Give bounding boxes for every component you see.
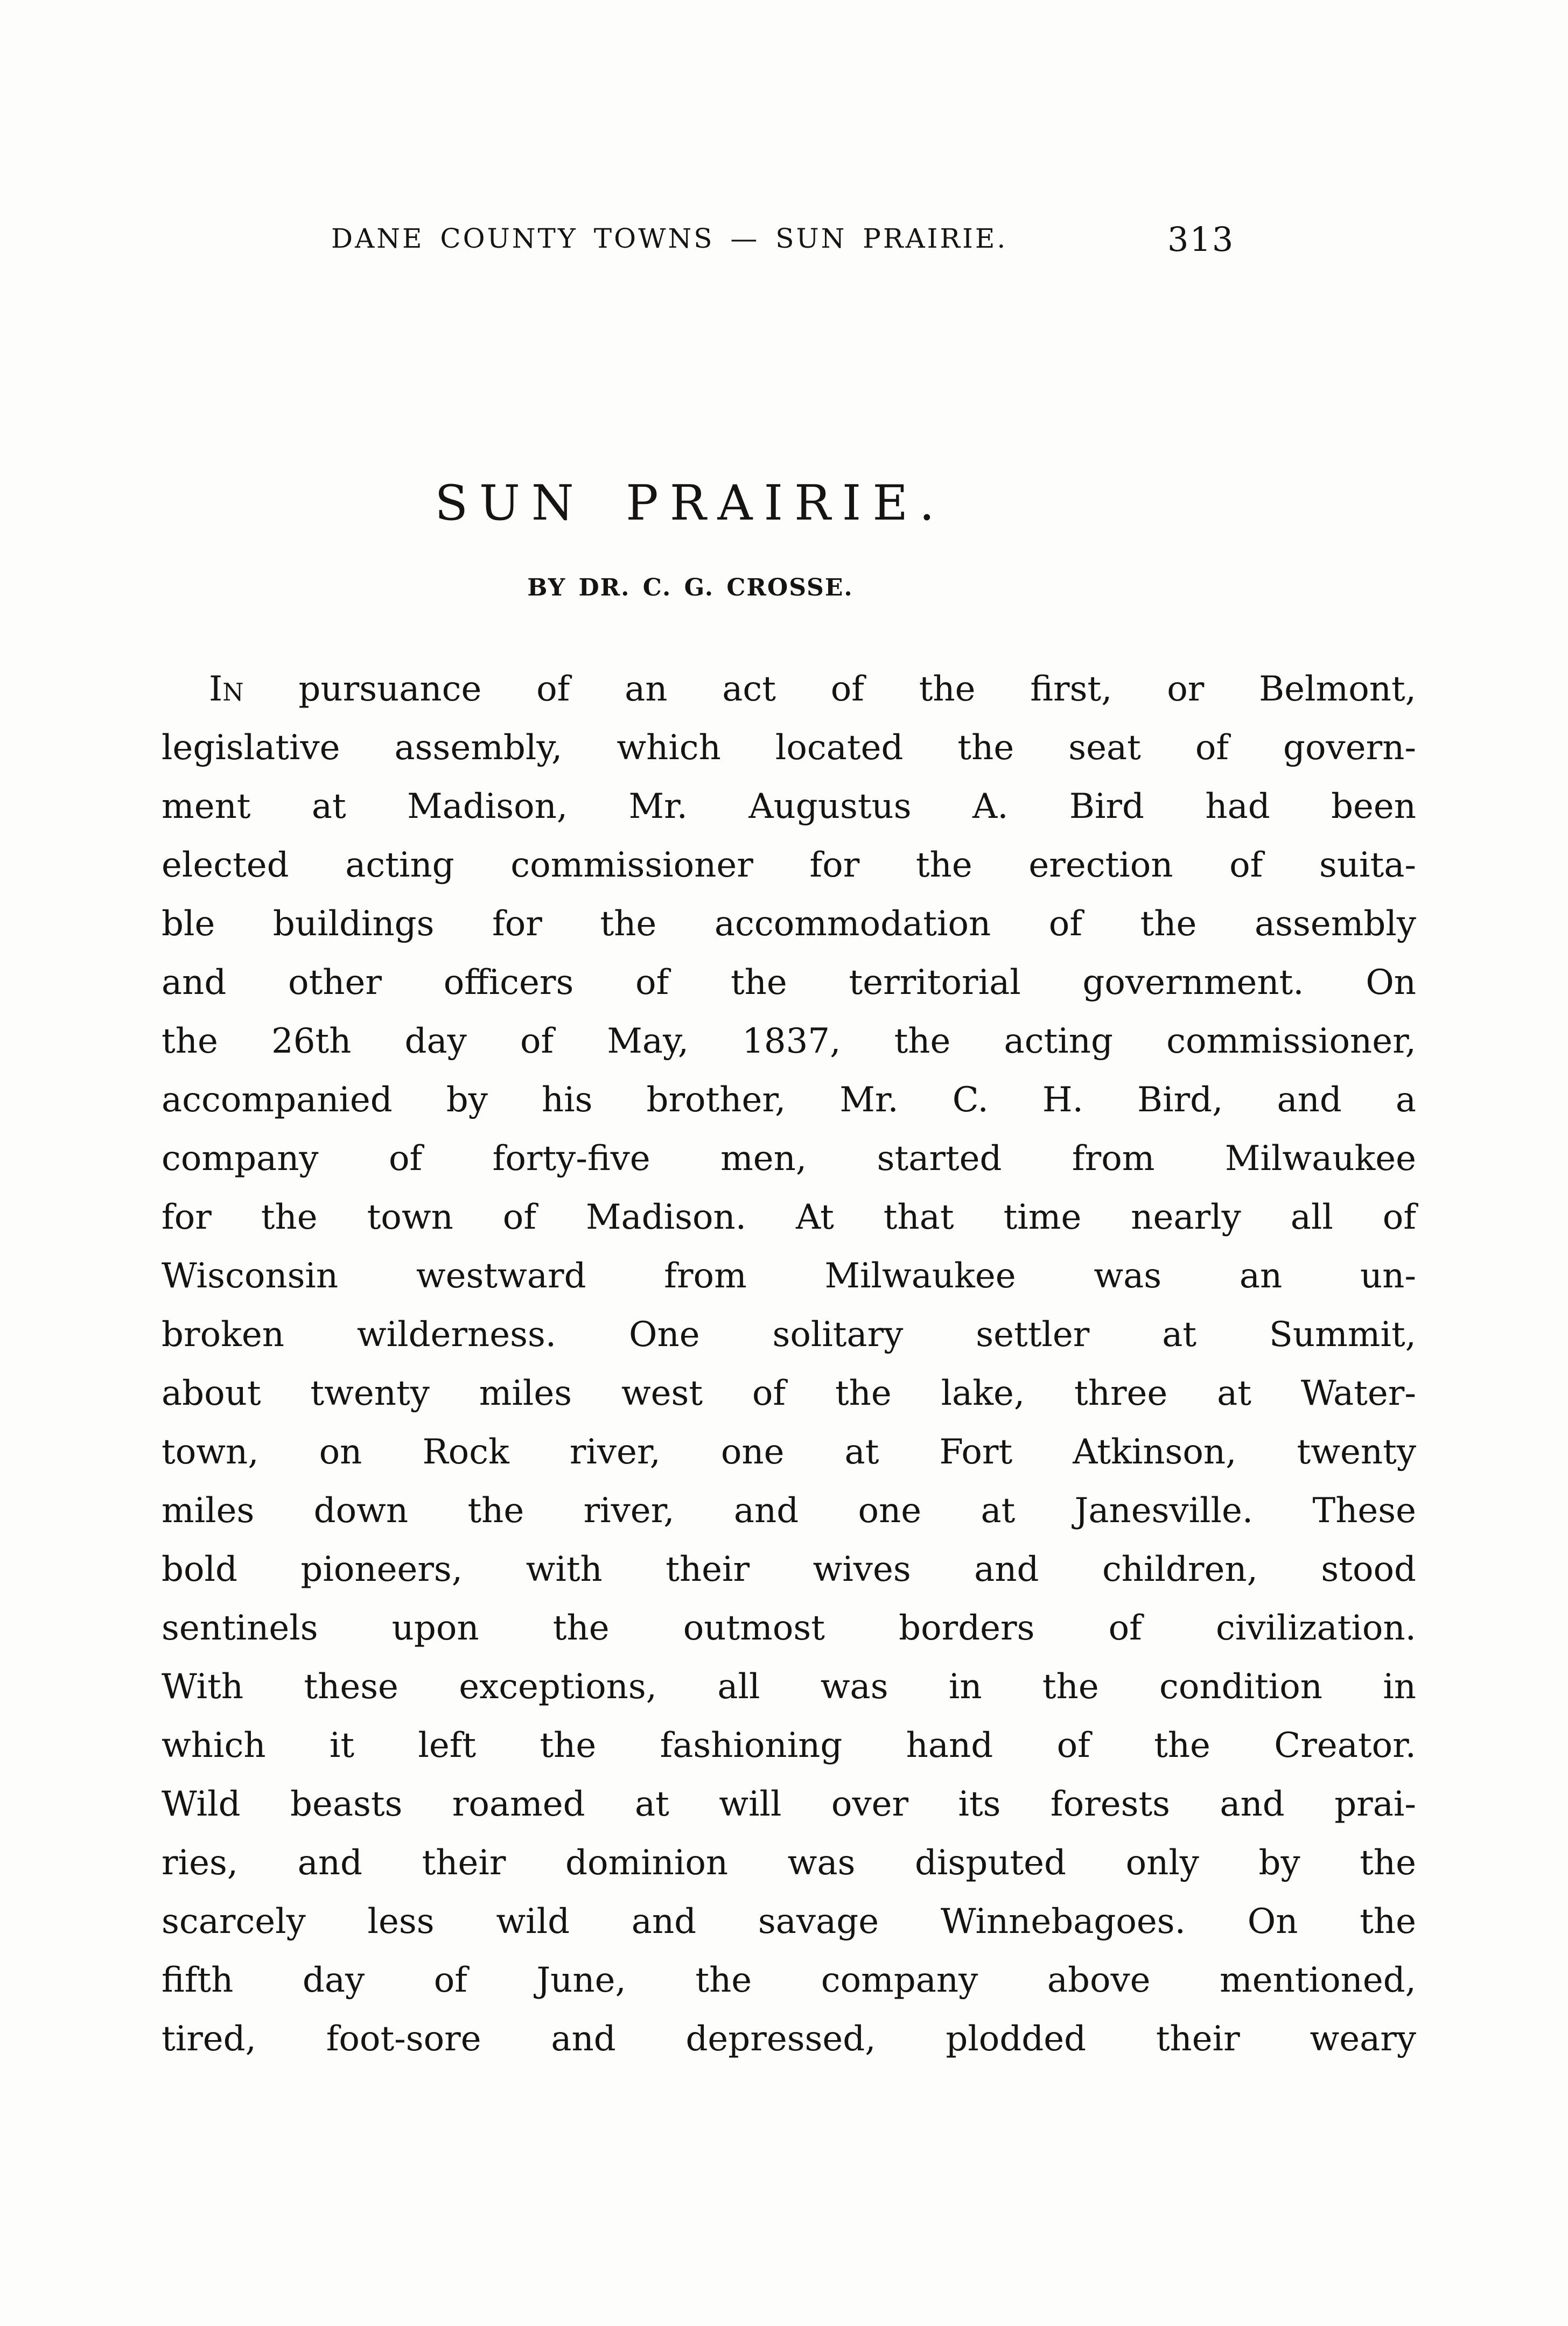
body-line: bold pioneers, with their wives and children, stood — [162, 1550, 1416, 1589]
body-line: broken wilderness. One solitary settler at Summit, — [162, 1315, 1416, 1355]
body-line: town, on Rock river, one at Fort Atkinson, twenty — [162, 1432, 1416, 1472]
body-first-line — [162, 660, 1416, 719]
body-line: legislative assembly, which located the seat of govern- — [162, 728, 1416, 768]
running-header-text: DANE COUNTY TOWNS — SUN PRAIRIE. — [331, 223, 1008, 254]
body-line: and other officers of the territorial government. On — [162, 963, 1416, 1003]
body-lines — [162, 719, 1416, 2069]
first-line-lead-word: In — [209, 669, 244, 709]
body-line: for the town of Madison. At that time nearly all of — [162, 1197, 1416, 1237]
byline: BY DR. C. G. CROSSE. — [527, 574, 853, 601]
body-line: accompanied by his brother, Mr. C. H. Bird, and a — [162, 1080, 1416, 1120]
body-text — [162, 660, 1416, 2069]
body-line: Wild beasts roamed at will over its forests and prai- — [162, 1784, 1416, 1824]
body-line: the 26th day of May, 1837, the acting commissioner, — [162, 1021, 1416, 1061]
body-line: miles down the river, and one at Janesville. These — [162, 1491, 1416, 1531]
body-line: about twenty miles west of the lake, three at Water- — [162, 1374, 1416, 1413]
body-line: Wisconsin westward from Milwaukee was an un- — [162, 1256, 1416, 1296]
body-line: fifth day of June, the company above mentioned, — [162, 1960, 1416, 2000]
body-line: elected acting commissioner for the erection of suita- — [162, 845, 1416, 885]
body-line: company of forty-five men, started from Milwaukee — [162, 1139, 1416, 1179]
chapter-title: SUN PRAIRIE. — [435, 475, 946, 531]
running-header — [0, 220, 1568, 263]
body-line: scarcely less wild and savage Winnebagoes. On the — [162, 1902, 1416, 1942]
page-number: 313 — [1167, 220, 1235, 259]
body-line: ble buildings for the accommodation of the assembly — [162, 904, 1416, 944]
body-line: ment at Madison, Mr. Augustus A. Bird had been — [162, 787, 1416, 826]
body-line: sentinels upon the outmost borders of civilization. — [162, 1608, 1416, 1648]
first-line-rest: pursuance of an act of the first, or Belmont, — [298, 669, 1417, 709]
body-line: ries, and their dominion was disputed only by the — [162, 1843, 1416, 1883]
body-line: tired, foot-sore and depressed, plodded their weary — [162, 2019, 1416, 2059]
body-line: which it left the fashioning hand of the Creator. — [162, 1726, 1416, 1765]
body-line: With these exceptions, all was in the condition in — [162, 1667, 1416, 1707]
